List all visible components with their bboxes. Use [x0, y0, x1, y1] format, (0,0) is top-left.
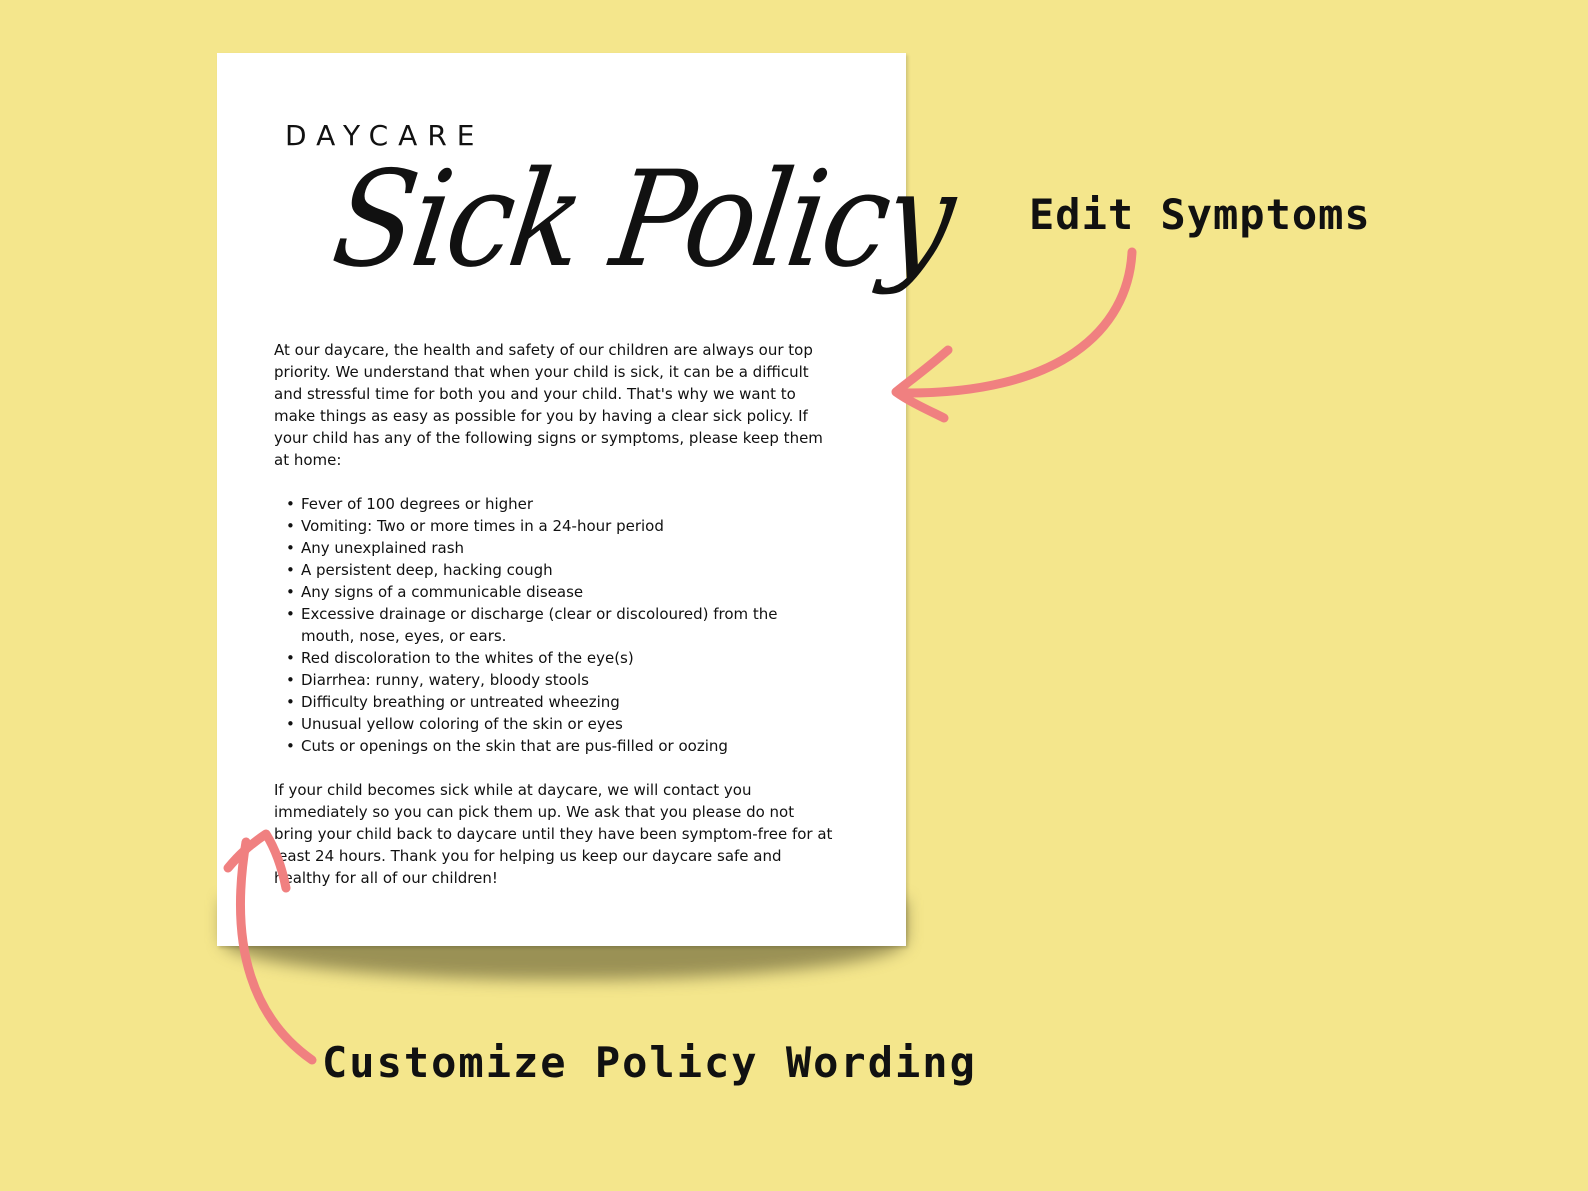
symptom-item: • Red discoloration to the whites of the eye(s)	[301, 647, 834, 669]
policy-document	[217, 53, 962, 946]
symptom-item: • Difficulty breathing or untreated wheezing	[301, 691, 834, 713]
symptom-item: • Any signs of a communicable disease	[301, 581, 834, 603]
symptom-item: • Unusual yellow coloring of the skin or eyes	[301, 713, 834, 735]
symptom-item: • A persistent deep, hacking cough	[301, 559, 834, 581]
symptom-item: • Any unexplained rash	[301, 537, 834, 559]
symptom-item: • Cuts or openings on the skin that are pus-filled or oozing	[301, 735, 834, 757]
document-title: Sick Policy	[324, 141, 962, 297]
symptom-item: • Diarrhea: runny, watery, bloody stools	[301, 669, 834, 691]
symptom-list	[274, 493, 834, 757]
edit-symptoms-callout: Edit Symptoms	[1029, 190, 1371, 239]
symptom-item: • Excessive drainage or discharge (clear or discoloured) from the mouth, nose, eyes, or ears.	[301, 603, 834, 647]
symptom-item: • Fever of 100 degrees or higher	[301, 493, 834, 515]
intro-paragraph: At our daycare, the health and safety of our children are always our top priority. We understand that when your child is sick, it can be a difficult and stressful time for both you and your child. That's why we want to make things as easy as possible for you by having a clear sick policy. If your child has any of the following signs or symptoms, please keep them at home:	[274, 341, 823, 469]
customize-wording-callout: Customize Policy Wording	[322, 1038, 977, 1087]
symptom-item: • Vomiting: Two or more times in a 24-hour period	[301, 515, 834, 537]
closing-paragraph: If your child becomes sick while at daycare, we will contact you immediately so you can pick them up. We ask that you please do not bring your child back to daycare until they have been symptom-free for at least 24 hours. Thank you for helping us keep our daycare safe and healthy for all of our children!	[274, 781, 833, 887]
document-eyebrow: DAYCARE	[285, 119, 485, 152]
